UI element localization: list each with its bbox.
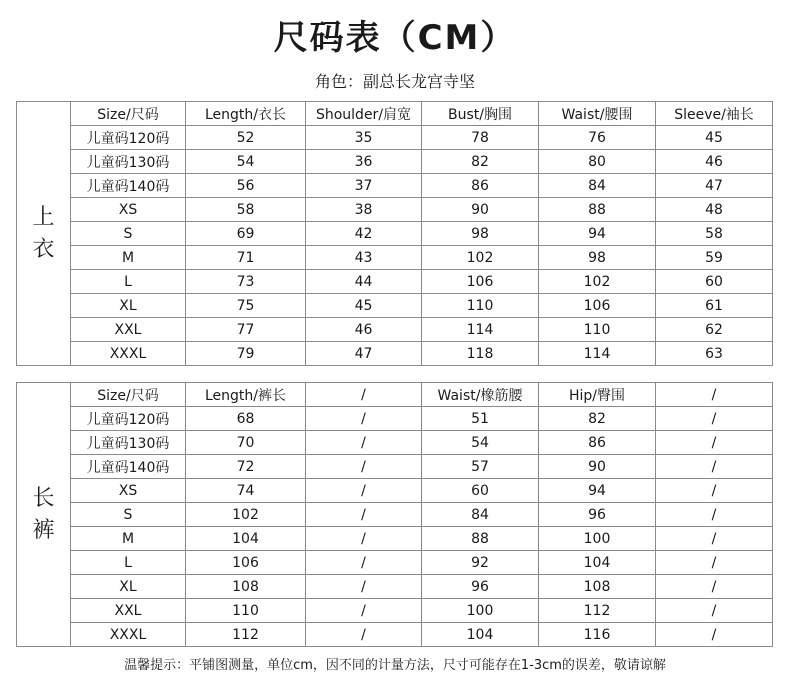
measurement-cell: 77 (186, 318, 306, 342)
measurement-cell: 104 (539, 551, 656, 575)
measurement-cell: 96 (422, 575, 539, 599)
table-row (17, 318, 773, 342)
measurement-cell: 102 (422, 246, 539, 270)
measurement-cell: 69 (186, 222, 306, 246)
size-cell: S (71, 503, 186, 527)
measurement-cell: 74 (186, 479, 306, 503)
table-row (17, 126, 773, 150)
measurement-cell: 43 (306, 246, 422, 270)
measurement-cell: 52 (186, 126, 306, 150)
measurement-cell: 46 (306, 318, 422, 342)
measurement-cell: 72 (186, 455, 306, 479)
measurement-cell: / (656, 455, 773, 479)
measurement-cell: 71 (186, 246, 306, 270)
table-row (17, 503, 773, 527)
measurement-cell: 84 (422, 503, 539, 527)
measurement-cell: / (306, 527, 422, 551)
measurement-cell: / (656, 407, 773, 431)
measurement-cell: 36 (306, 150, 422, 174)
measurement-cell: 45 (306, 294, 422, 318)
measurement-cell: 92 (422, 551, 539, 575)
table-row (17, 294, 773, 318)
table-row (17, 198, 773, 222)
size-cell: L (71, 551, 186, 575)
table-row (17, 270, 773, 294)
measurement-cell: 58 (186, 198, 306, 222)
pants-size-table (16, 382, 773, 647)
measurement-cell: 112 (539, 599, 656, 623)
measurement-cell: 45 (656, 126, 773, 150)
table-row (17, 342, 773, 366)
measurement-cell: 80 (539, 150, 656, 174)
measurement-cell: / (656, 551, 773, 575)
measurement-cell: 106 (422, 270, 539, 294)
measurement-cell: 78 (422, 126, 539, 150)
page-title: 尺码表（CM） (273, 18, 517, 58)
column-header: Waist/橡筋腰 (422, 383, 539, 407)
measurement-cell: 104 (422, 623, 539, 647)
size-cell: 儿童码120码 (71, 126, 186, 150)
measurement-cell: 47 (656, 174, 773, 198)
measurement-cell: 75 (186, 294, 306, 318)
measurement-cell: / (306, 455, 422, 479)
measurement-cell: 68 (186, 407, 306, 431)
measurement-cell: / (656, 479, 773, 503)
header-row (17, 383, 773, 407)
measurement-cell: 62 (656, 318, 773, 342)
measurement-cell: 100 (539, 527, 656, 551)
tops-section-label (17, 102, 71, 366)
measurement-cell: 88 (422, 527, 539, 551)
column-header: Shoulder/肩宽 (306, 102, 422, 126)
size-cell: 儿童码130码 (71, 150, 186, 174)
size-cell: M (71, 527, 186, 551)
measurement-cell: 108 (539, 575, 656, 599)
size-cell: XL (71, 294, 186, 318)
table-row (17, 551, 773, 575)
measurement-cell: / (306, 575, 422, 599)
size-cell: XXXL (71, 342, 186, 366)
measurement-cell: 44 (306, 270, 422, 294)
pants-label-char: 裤 (32, 517, 55, 543)
measurement-cell: 114 (539, 342, 656, 366)
measurement-cell: 76 (539, 126, 656, 150)
measurement-cell: 73 (186, 270, 306, 294)
measurement-cell: 98 (422, 222, 539, 246)
table-row (17, 527, 773, 551)
measurement-cell: 63 (656, 342, 773, 366)
measurement-cell: 82 (422, 150, 539, 174)
size-cell: XXL (71, 599, 186, 623)
pants-label-char: 长 (32, 485, 55, 511)
table-row (17, 150, 773, 174)
size-cell: 儿童码140码 (71, 455, 186, 479)
measurement-cell: 110 (186, 599, 306, 623)
measurement-cell: 35 (306, 126, 422, 150)
table-row (17, 407, 773, 431)
measurement-cell: 108 (186, 575, 306, 599)
measurement-cell: 110 (422, 294, 539, 318)
table-row (17, 479, 773, 503)
column-header: Bust/胸围 (422, 102, 539, 126)
measurement-cell: / (306, 623, 422, 647)
measurement-cell: / (656, 623, 773, 647)
measurement-cell: 57 (422, 455, 539, 479)
measurement-cell: / (306, 551, 422, 575)
measurement-cell: / (656, 431, 773, 455)
size-cell: L (71, 270, 186, 294)
table-row (17, 174, 773, 198)
measurement-cell: 79 (186, 342, 306, 366)
measurement-cell: 94 (539, 479, 656, 503)
size-cell: 儿童码130码 (71, 431, 186, 455)
column-header: / (306, 383, 422, 407)
measurement-cell: 54 (422, 431, 539, 455)
measurement-cell: / (306, 407, 422, 431)
size-cell: XS (71, 198, 186, 222)
table-row (17, 455, 773, 479)
size-cell: XL (71, 575, 186, 599)
measurement-cell: 38 (306, 198, 422, 222)
measurement-cell: 102 (186, 503, 306, 527)
size-cell: XS (71, 479, 186, 503)
measurement-cell: / (656, 527, 773, 551)
measurement-cell: 104 (186, 527, 306, 551)
measurement-note: 温馨提示：平铺图测量，单位cm，因不同的计量方法，尺寸可能存在1-3cm的误差，敬请谅解 (124, 658, 666, 673)
measurement-cell: 94 (539, 222, 656, 246)
measurement-cell: 100 (422, 599, 539, 623)
measurement-cell: 56 (186, 174, 306, 198)
measurement-cell: 60 (656, 270, 773, 294)
measurement-cell: 54 (186, 150, 306, 174)
column-header: / (656, 383, 773, 407)
measurement-cell: 88 (539, 198, 656, 222)
column-header: Waist/腰围 (539, 102, 656, 126)
measurement-cell: / (656, 575, 773, 599)
measurement-cell: 102 (539, 270, 656, 294)
column-header: Sleeve/袖长 (656, 102, 773, 126)
measurement-cell: 106 (186, 551, 306, 575)
measurement-cell: 90 (422, 198, 539, 222)
measurement-cell: 112 (186, 623, 306, 647)
measurement-cell: 70 (186, 431, 306, 455)
table-row (17, 246, 773, 270)
column-header: Length/裤长 (186, 383, 306, 407)
measurement-cell: 61 (656, 294, 773, 318)
measurement-cell: 106 (539, 294, 656, 318)
measurement-cell: 90 (539, 455, 656, 479)
table-row (17, 599, 773, 623)
table-row (17, 431, 773, 455)
measurement-cell: 46 (656, 150, 773, 174)
size-cell: M (71, 246, 186, 270)
column-header: Size/尺码 (71, 102, 186, 126)
measurement-cell: 98 (539, 246, 656, 270)
measurement-cell: / (306, 479, 422, 503)
size-cell: XXXL (71, 623, 186, 647)
measurement-cell: 96 (539, 503, 656, 527)
measurement-cell: / (306, 431, 422, 455)
measurement-cell: 47 (306, 342, 422, 366)
size-cell: 儿童码120码 (71, 407, 186, 431)
header-row (17, 102, 773, 126)
size-cell: S (71, 222, 186, 246)
tops-label-char: 上 (32, 204, 55, 230)
measurement-cell: / (656, 503, 773, 527)
column-header: Length/衣长 (186, 102, 306, 126)
size-cell: XXL (71, 318, 186, 342)
table-row (17, 222, 773, 246)
measurement-cell: 116 (539, 623, 656, 647)
measurement-cell: 86 (539, 431, 656, 455)
measurement-cell: / (306, 599, 422, 623)
measurement-cell: / (306, 503, 422, 527)
column-header: Hip/臀围 (539, 383, 656, 407)
measurement-cell: 110 (539, 318, 656, 342)
measurement-cell: 48 (656, 198, 773, 222)
measurement-cell: 59 (656, 246, 773, 270)
table-row (17, 623, 773, 647)
measurement-cell: 114 (422, 318, 539, 342)
measurement-cell: 82 (539, 407, 656, 431)
table-row (17, 575, 773, 599)
measurement-cell: 51 (422, 407, 539, 431)
measurement-cell: 60 (422, 479, 539, 503)
measurement-cell: / (656, 599, 773, 623)
tops-label-char: 衣 (32, 236, 55, 262)
measurement-cell: 86 (422, 174, 539, 198)
measurement-cell: 42 (306, 222, 422, 246)
column-header: Size/尺码 (71, 383, 186, 407)
character-subtitle: 角色：副总长龙宫寺坚 (314, 72, 475, 91)
measurement-cell: 84 (539, 174, 656, 198)
pants-section-label (17, 383, 71, 647)
measurement-cell: 37 (306, 174, 422, 198)
measurement-cell: 118 (422, 342, 539, 366)
tops-size-table (16, 101, 773, 366)
size-cell: 儿童码140码 (71, 174, 186, 198)
measurement-cell: 58 (656, 222, 773, 246)
